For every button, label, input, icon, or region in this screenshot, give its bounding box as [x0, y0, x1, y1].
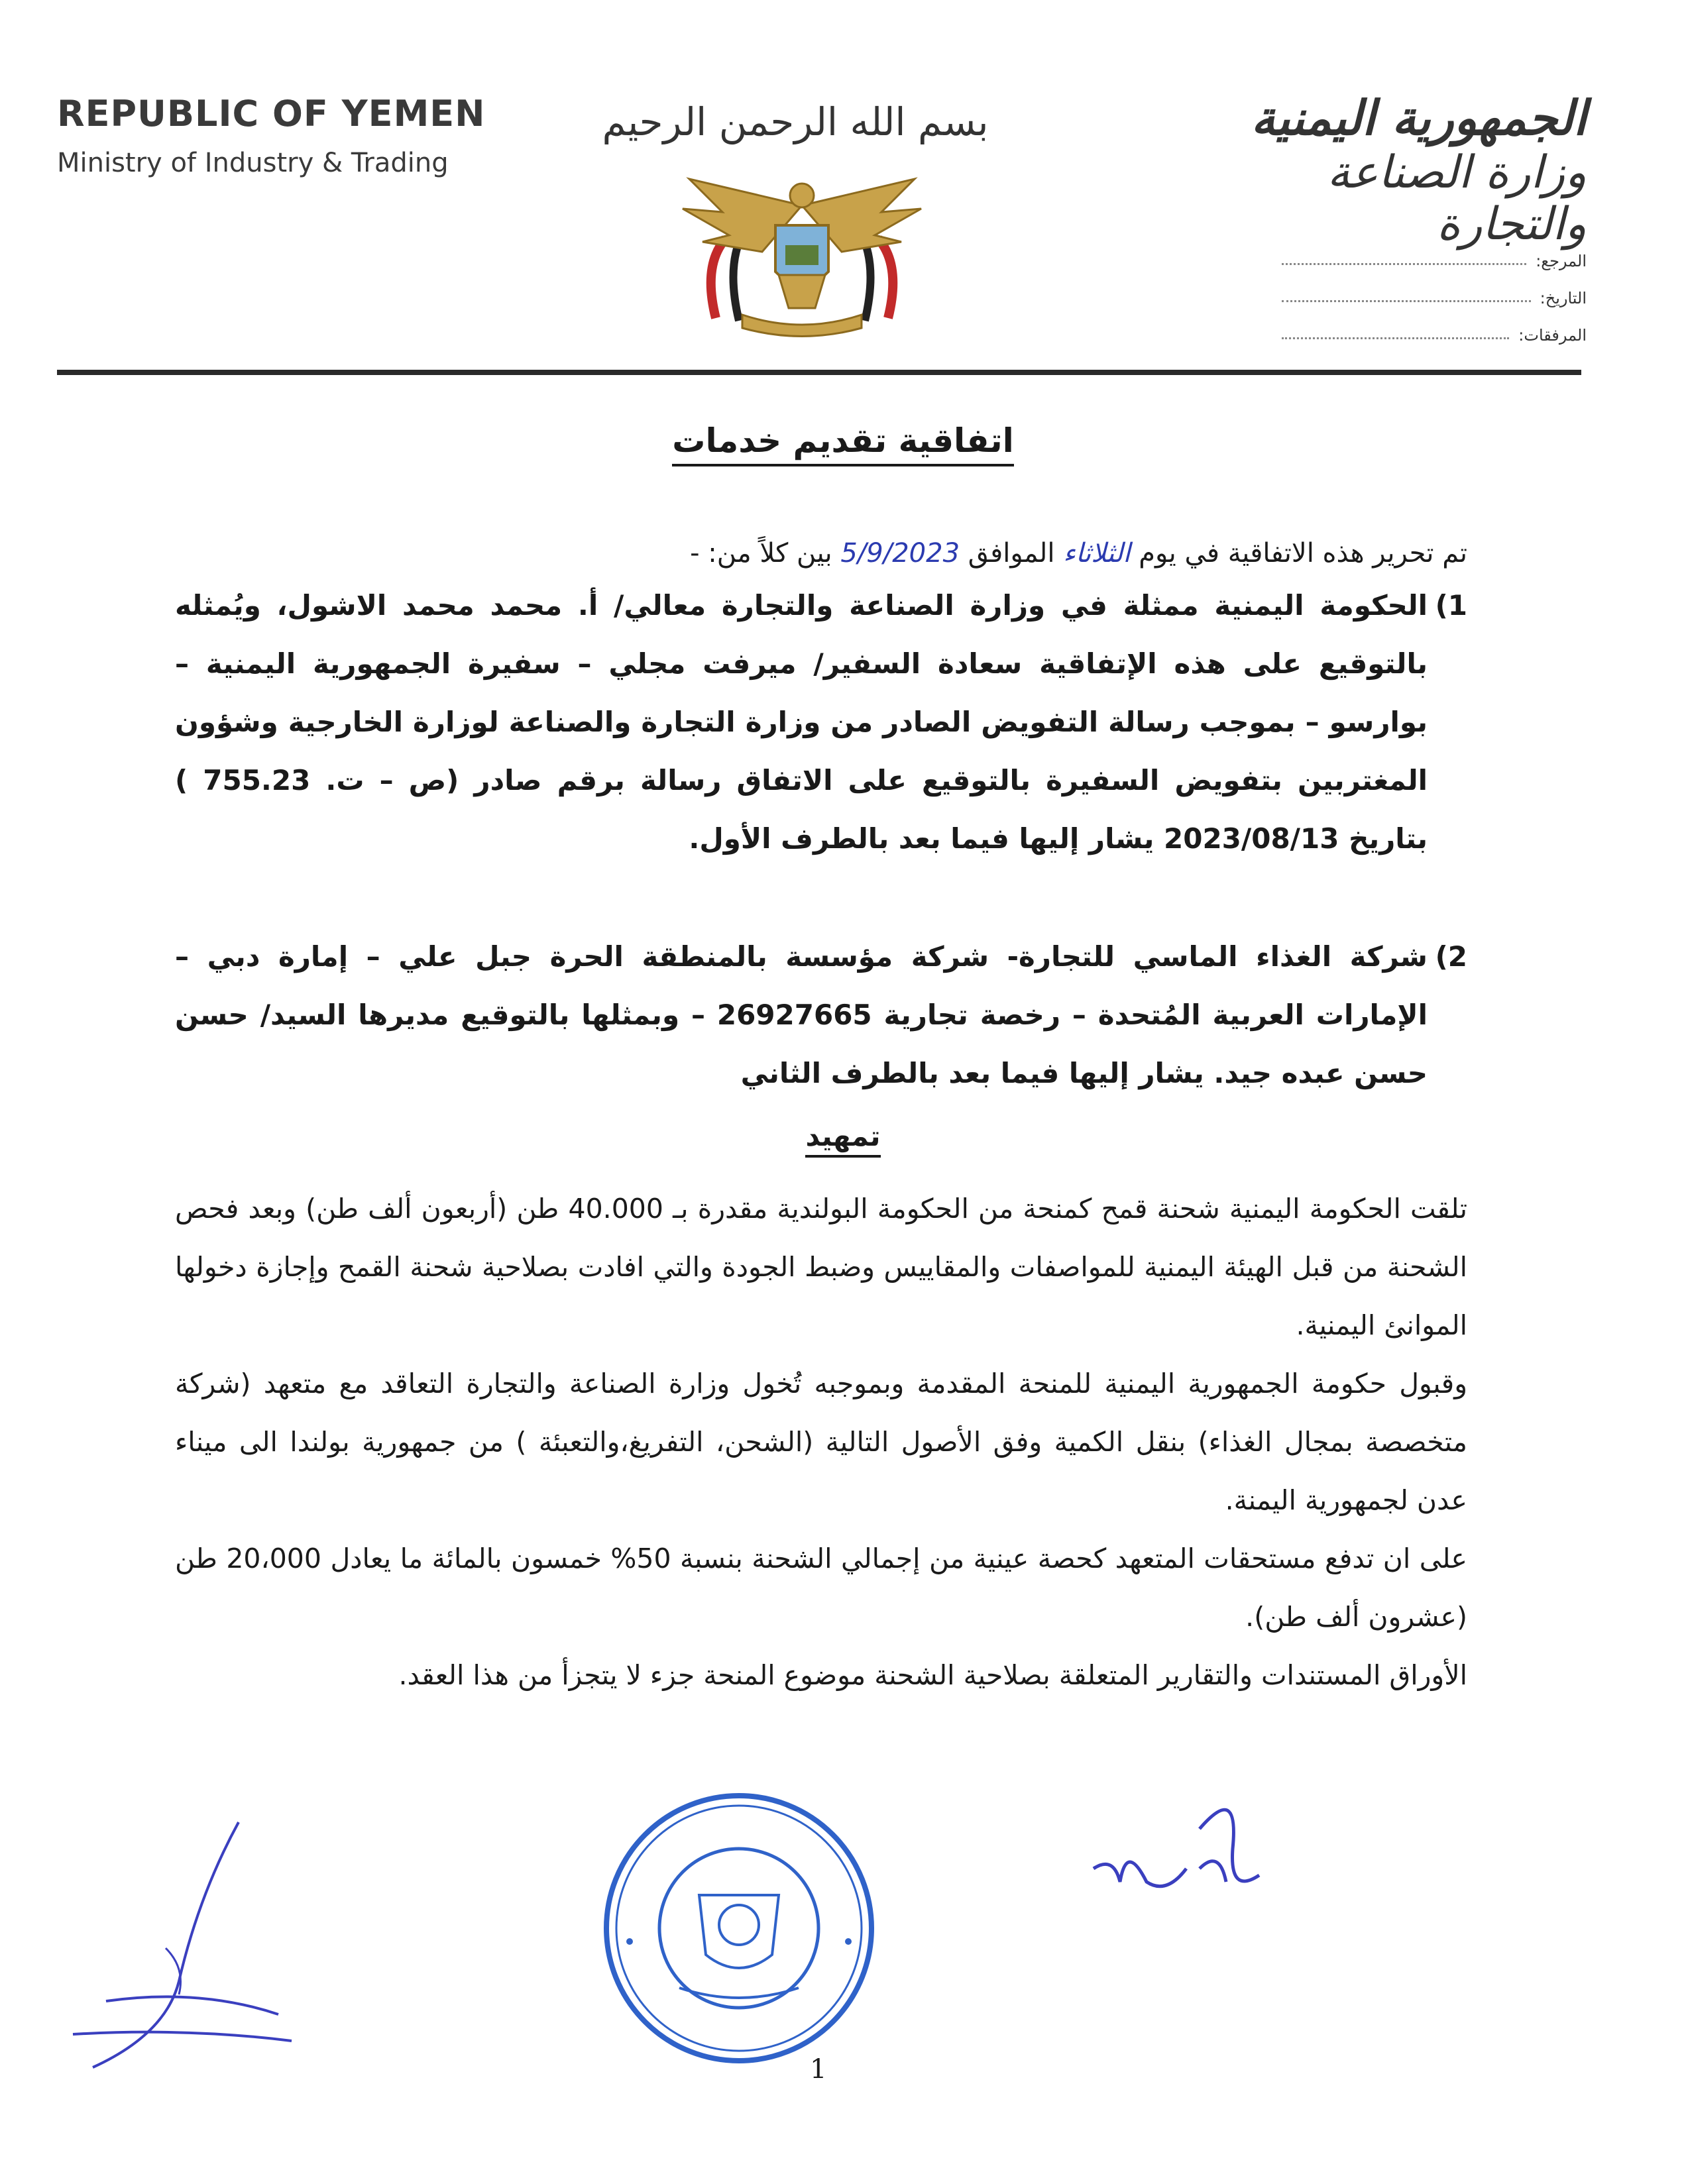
date-label: التاريخ: — [1540, 289, 1587, 307]
preamble-heading — [0, 1120, 1686, 1152]
bismillah-calligraphy: بسم الله الرحمن الرحيم — [602, 99, 989, 144]
preamble-paragraph: وقبول حكومة الجمهورية اليمنية للمنحة المقدمة وبموجبه تُخول وزارة الصناعة والتجارة التعاقد مع متعهد (شركة متخصصة بمجال الغذاء) بنقل الكمية وفق الأصول التالية (الشحن، التفريغ،والتعبئة ) من جمهورية بولندا الى ميناء عدن لجمهورية اليمنة. — [175, 1368, 1467, 1516]
clause-first-party — [175, 576, 1467, 868]
preamble-paragraph: الأوراق المستندات والتقارير المتعلقة بصلاحية الشحنة موضوع المنحة جزء لا يتجزأ من هذا العقد. — [398, 1659, 1467, 1691]
intro-day-handwritten: الثلاثاء — [1063, 538, 1131, 569]
clause-text: الحكومة اليمنية ممثلة في وزارة الصناعة والتجارة معالي/ أ. محمد محمد الاشول، ويُمثله بالتوقيع على هذه الإتفاقية سعادة السفير/ ميرفت مجلي – سفيرة الجمهورية اليمنية – بوارسو – بموجب رسالة التفويض الصادر من وزارة التجارة والصناعة لوزارة الخارجية وشؤون المغتربين بتفويض السفيرة بالتوقيع على الاتفاق رسالة برقم صادر (ص – ت. 755.23 ) بتاريخ 2023/08/13 يشار إليها فيما بعد بالطرف الأول. — [175, 589, 1428, 855]
letterhead-ar-title: الجمهورية اليمنية — [1251, 89, 1587, 146]
preamble-body — [175, 1179, 1467, 1704]
date-dotted-line — [1282, 300, 1531, 302]
header-divider — [57, 370, 1581, 375]
letterhead-meta-fields — [1242, 233, 1587, 345]
attachments-dotted-line — [1282, 337, 1509, 339]
page-number: 1 — [810, 2054, 827, 2085]
preamble-heading-text: تمهيد — [805, 1120, 880, 1158]
clause-second-party — [175, 928, 1467, 1103]
preamble-paragraph: تلقت الحكومة اليمنية شحنة قمح كمنحة من الحكومة البولندية مقدرة بـ 40.000 طن (أربعون ألف طن) وبعد فحص الشحنة من قبل الهيئة اليمنية للمواصفات والمقاييس وضبط الجودة والتي افادت بصلاحية شحنة القمح وإجازة دخولها الموانئ اليمنية. — [175, 1193, 1467, 1341]
reference-dotted-line — [1282, 263, 1526, 265]
letterhead-en-subtitle: Ministry of Industry & Trading — [57, 148, 449, 178]
letterhead-arabic — [1242, 89, 1587, 250]
left-signature-icon — [66, 1816, 305, 2107]
right-signature-icon — [1087, 1789, 1286, 1922]
reference-row — [1242, 233, 1587, 270]
attachments-label: المرفقات: — [1518, 326, 1587, 345]
yemen-emblem-icon — [663, 166, 941, 338]
attachments-row — [1242, 307, 1587, 345]
embassy-stamp-icon — [600, 1789, 878, 2067]
letterhead-ar-subtitle: وزارة الصناعة والتجارة — [1327, 146, 1587, 250]
clause-number: 1) — [1435, 589, 1467, 622]
intro-date: 5/9/2023 — [840, 538, 960, 569]
document-title-text: اتفاقية تقديم خدمات — [672, 421, 1013, 466]
intro-prefix: تم تحرير هذه الاتفاقية في يوم — [1139, 538, 1467, 569]
reference-label: المرجع: — [1536, 252, 1587, 270]
letterhead-en-title: REPUBLIC OF YEMEN — [57, 93, 486, 135]
clause-text: شركة الغذاء الماسي للتجارة- شركة مؤسسة بالمنطقة الحرة جبل علي – إمارة دبي – الإمارات العربية المُتحدة – رخصة تجارية 26927665 – وبمثلها بالتوقيع مديرها السيد/ حسن حسن عبده جيد. يشار إليها فيما بعد بالطرف الثاني — [175, 940, 1428, 1089]
document-title — [0, 421, 1686, 460]
clause-number: 2) — [1435, 940, 1467, 973]
date-row — [1242, 270, 1587, 307]
intro-line — [175, 530, 1467, 576]
preamble-paragraph: على ان تدفع مستحقات المتعهد كحصة عينية من إجمالي الشحنة بنسبة 50% خمسون بالمائة ما يعادل 20،000 طن (عشرون ألف طن). — [175, 1543, 1467, 1633]
intro-suffix: بين كلاً من: - — [690, 538, 832, 569]
letterhead-english — [57, 93, 485, 178]
intro-middle: الموافق — [968, 538, 1055, 569]
